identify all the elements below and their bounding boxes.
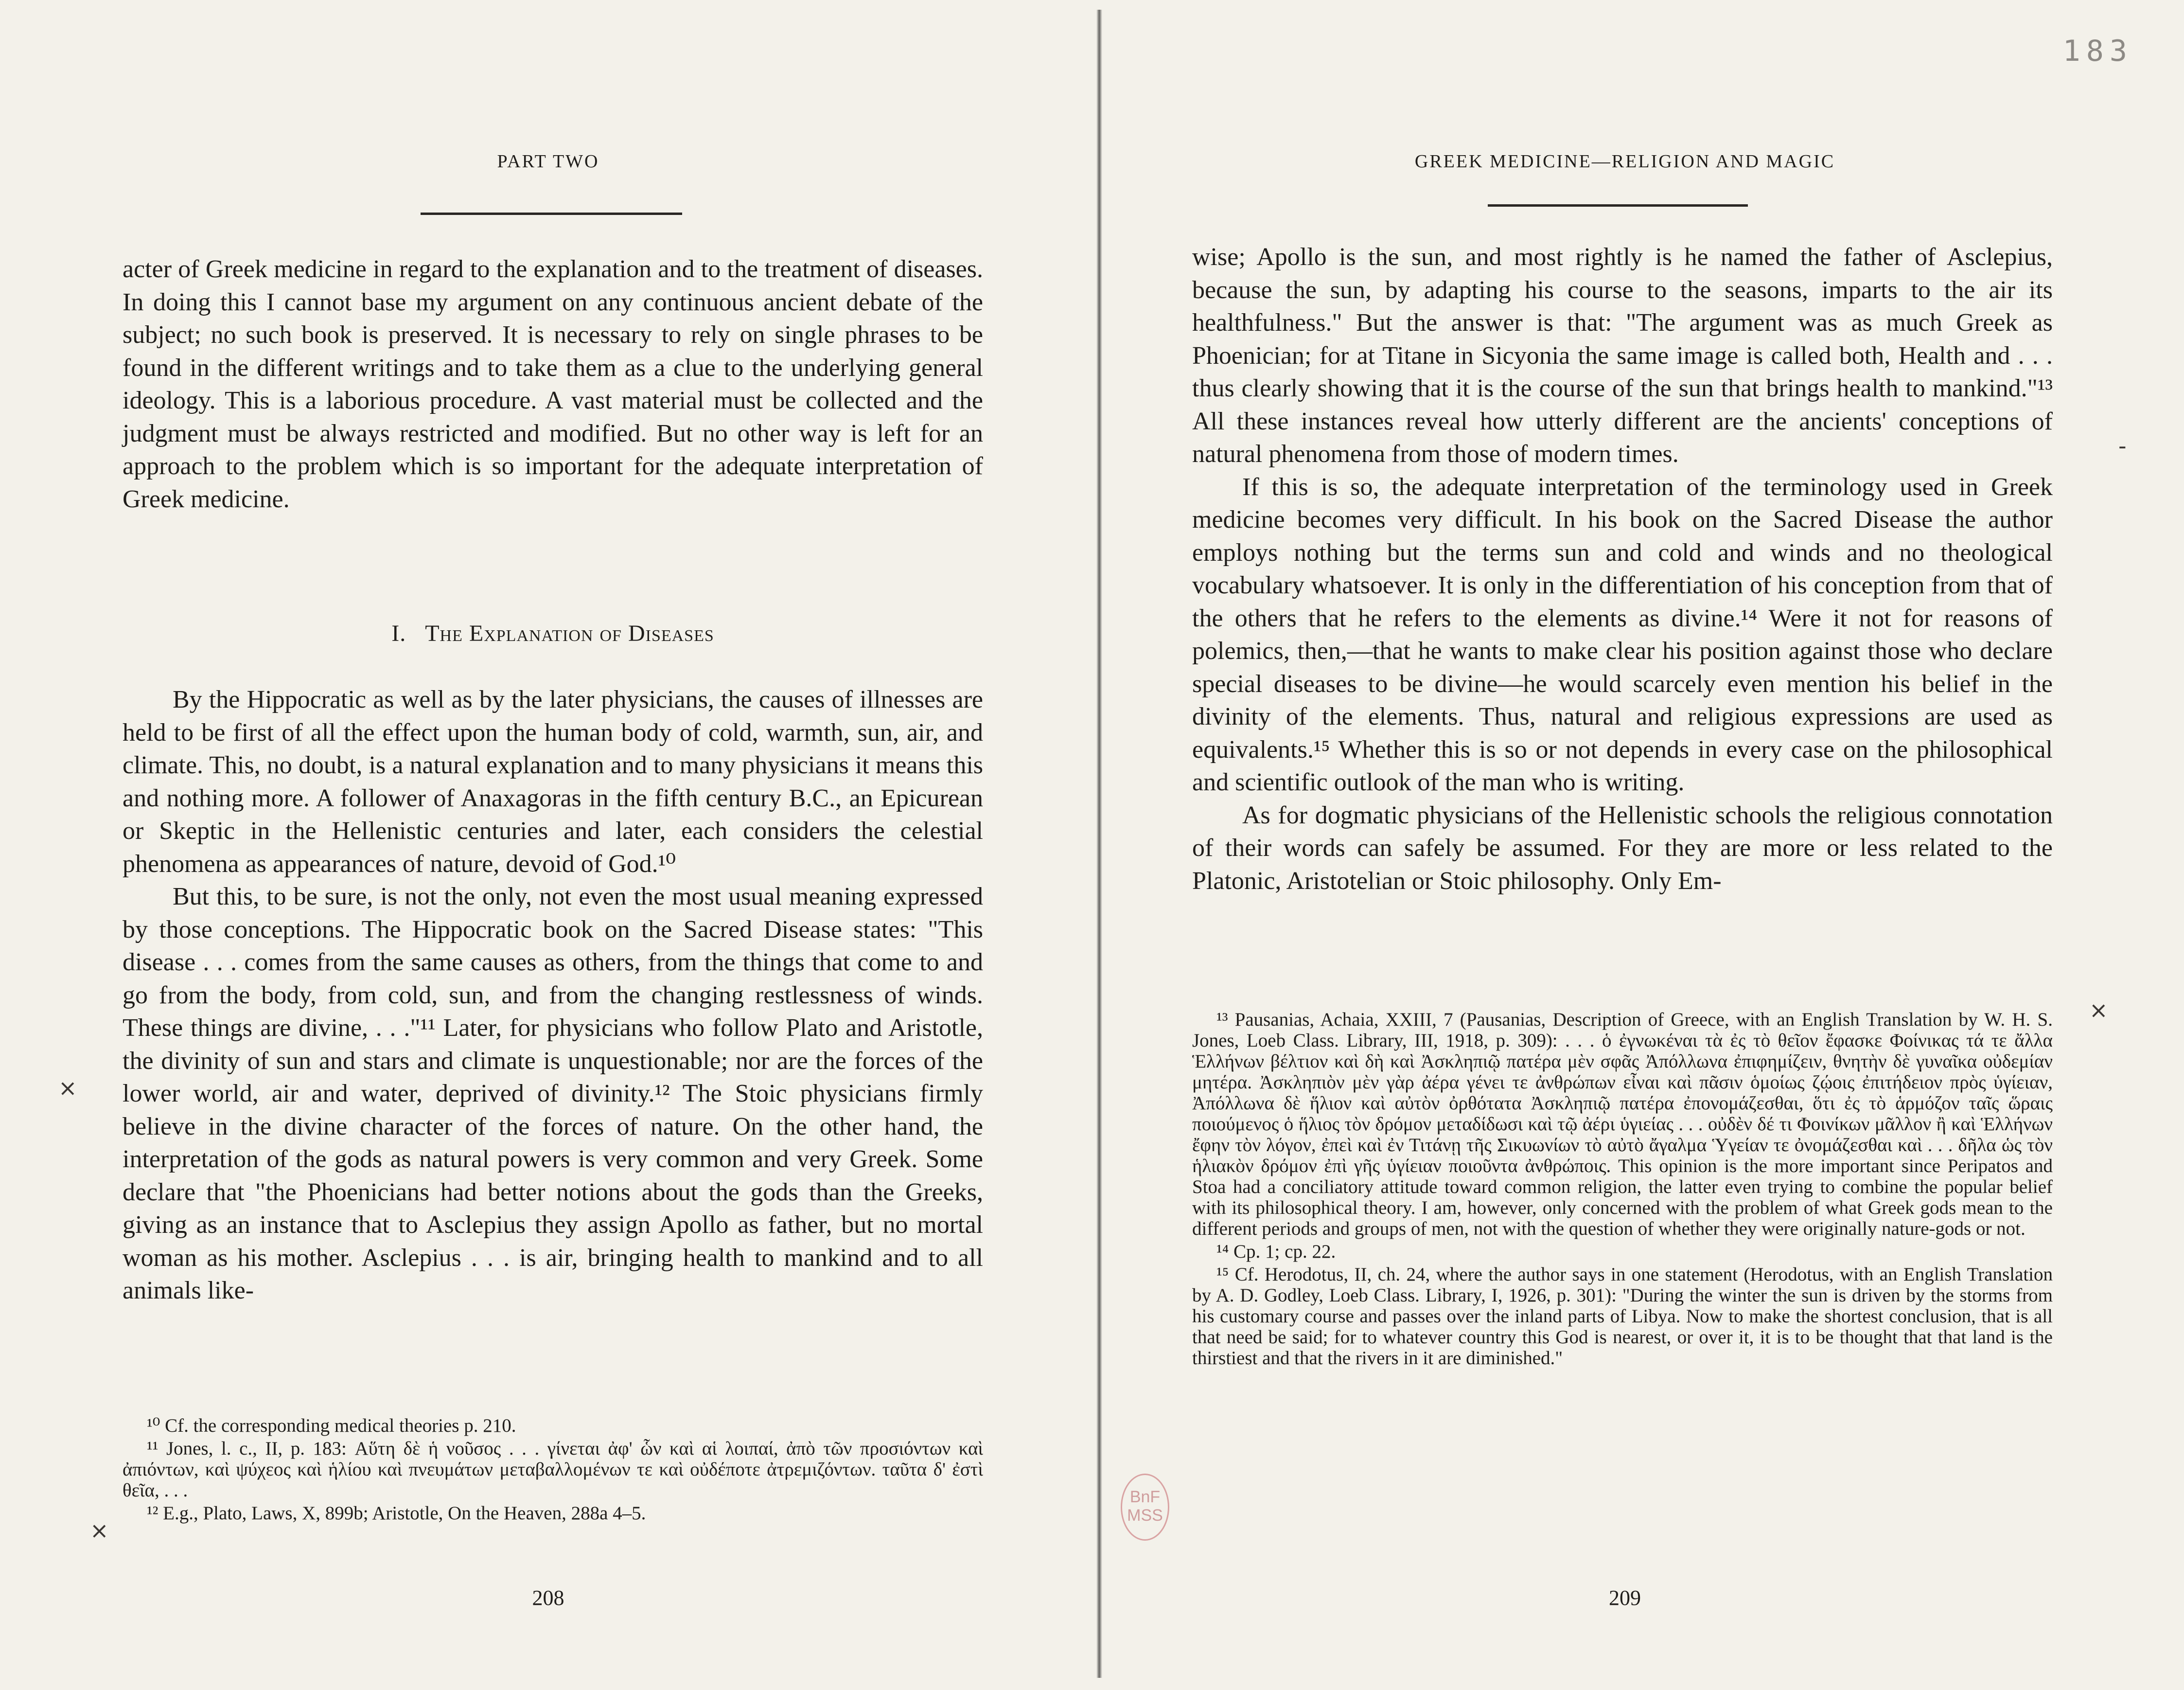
right-body [1192,241,2053,897]
margin-mark: × [58,1075,77,1101]
running-head-left: PART TWO [497,151,599,172]
left-section-body [123,683,983,1307]
section-title: The Explanation of Diseases [425,621,714,646]
paragraph: acter of Greek medicine in regard to the explanation and to the treatment of diseases. In doing this I cannot base my argument on any continuous ancient debate of the subject; no such book is preserved. It is necessary to rely on single phrases to be found in the different writings and to take them as a clue to the underlying general ideology. This is a laborious procedure. A vast material must be collected and the judgment must be always restricted and modified. But no other way is left for an approach to the problem which is so important for the adequate interpretation of Greek medicine. [123,255,983,513]
footnote: ¹¹ Jones, l. c., II, p. 183: Αὕτη δὲ ἡ νοῦσος . . . γίνεται ἀφ' ὧν καὶ αἱ λοιπαί, ἀπὸ τῶν προσιόντων καὶ ἀπιόντων, καὶ ψύχεος καὶ ἡλίου καὶ πνευμάτων μεταβαλλομένων τε καὶ οὐδέποτε ἀτρεμιζόντων. ταῦτα δ' ἐστὶ θεῖα, . . . [123,1438,983,1501]
footnote: ¹⁵ Cf. Herodotus, II, ch. 24, where the author says in one statement (Herodotus, with an English Translation by A. D. Godley, Loeb Class. Library, I, 1926, p. 301): "During the winter the sun is driven by the storms from his customary course and passes over the inland parts of Libya. Now to make the shortest conclusion, that is all that need be said; for to whatever country this God is nearest, or over it, it is to be thought that that land is the thirstiest and that the rivers in it are diminished." [1192,1264,2053,1369]
margin-mark: - [2118,433,2127,459]
head-rule-right [1488,204,1748,207]
book-gutter [1096,10,1102,1678]
left-body [123,253,983,516]
footnote: ¹² E.g., Plato, Laws, X, 899b; Aristotle, On the Heaven, 288a 4–5. [147,1503,646,1524]
paragraph: By the Hippocratic as well as by the later physicians, the causes of illnesses are held to be first of all the effect upon the human body of cold, warmth, sun, air, and climate. This, no doubt, is a natural explanation and to many physicians it means this and nothing more. A follower of Anaxagoras in the fifth century B.C., an Epicurean or Skeptic in the Hellenistic centuries and later, each considers the celestial phenomena as appearances of nature, devoid of God.¹⁰ [123,686,983,878]
paragraph: But this, to be sure, is not the only, not even the most usual meaning expressed by those conceptions. The Hippocratic book on the Sacred Disease states: "This disease . . . comes from the same causes as others, from the things that come to and go from the body, from cold, sun, and from the changing restlessness of winds. These things are divine, . . ."¹¹ Later, for physicians who follow Plato and Aristotle, the divinity of sun and stars and climate is unquestionable; nor are the forces of the lower world, air and water, deprived of divinity.¹² The Stoic physicians firmly believe in the divine character of the forces of nature. On the other hand, the interpretation of the gods as natural powers is very common and very Greek. Some declare that "the Phoenicians had better notions about the gods than the Greeks, giving as an instance that to Asclepius they assign Apollo as father, but no mortal woman as his mother. Asclepius . . . is air, bringing health to mankind and to all animals like- [123,883,983,1304]
section-number: I. [391,621,406,646]
stamp-line: BnF [1129,1488,1161,1506]
stamp-line: MSS [1127,1506,1163,1525]
footnote: ¹⁰ Cf. the corresponding medical theories p. 210. [147,1415,516,1436]
page-number-right: 209 [1609,1586,1641,1610]
paragraph: If this is so, the adequate interpretation of the terminology used in Greek medicine becomes very difficult. In his book on the Sacred Disease the author employs nothing but the terms sun and cold and winds and no theological vocabulary whatsoever. It is only in the differentiation of his conception from that of the others that he refers to the elements as divine.¹⁴ Were it not for reasons of polemics, then,—that he wants to make clear his position against those who declare special diseases to be divine—he would scarcely even mention his belief in the divinity of the elements. Thus, natural and religious expressions are used as equivalents.¹⁵ Whether this is so or not depends in every case on the philosophical and scientific outlook of the man who is writing. [1192,473,2053,796]
library-stamp [1121,1474,1169,1541]
running-head-right: GREEK MEDICINE—RELIGION AND MAGIC [1414,151,1835,172]
page-number-left: 208 [532,1586,564,1610]
right-footnotes [1192,1009,2053,1370]
footnote: ¹⁴ Cp. 1; cp. 22. [1216,1241,1336,1262]
margin-mark: × [90,1517,109,1544]
footnote: ¹³ Pausanias, Achaia, XXIII, 7 (Pausanias, Description of Greece, with an English Translation by W. H. S. Jones, Loeb Class. Library, III, 1918, p. 309): . . . ὁ ἐγνωκέναι τὰ ἐς τὸ θεῖον ἔφασκε Φοίνικας τά τε ἄλλα Ἑλλήνων βέλτιον καὶ δὴ καὶ Ἀσκληπιῷ πατέρα μὲν σφᾶς Ἀπόλλωνα ἐπιφημίζειν, θνητὴν δὲ γυναῖκα οὐδεμίαν μητέρα. Ἀσκληπιὸν μὲν γὰρ ἀέρα γένει τε ἀνθρώπων εἶναι καὶ πᾶσιν ὁμοίως ζῴοις ἐπιτήδειον πρὸς ὑγίειαν, Ἀπόλλωνα δὲ ἥλιον καὶ αὐτὸν ὀρθότατα Ἀσκληπιῷ πατέρα ἐπονομάζεσθαι, ὅτι ἐς τὸ ἁρμόζον ταῖς ὥραις ποιούμενος ὁ ἥλιος τὸν δρόμον μεταδίδωσι καὶ τῷ ἀέρι ὑγιείας . . . οὐδὲν δέ τι Φοινίκων μᾶλλον ἢ καὶ Ἑλλήνων ἔφην τὸν λόγον, ἐπεὶ καὶ ἐν Τιτάνῃ τῆς Σικυωνίων τὸ αὐτὸ ἄγαλμα Ὑγείαν τε ὀνομάζεσθαι καὶ . . . δῆλα ὡς τὸν ἡλιακὸν δρόμον ἐπὶ γῆς ὑγίειαν ποιοῦντα ἀνθρώποις. This opinion is the more important since Peripatos and Stoa had a conciliatory attitude toward common religion, the latter even trying to combine the popular belief with its philosophical theory. I am, however, only concerned with the problem of what Greek gods mean to the different periods and groups of men, not with the question of whether they were originally nature-gods or not. [1192,1009,2053,1239]
paragraph: wise; Apollo is the sun, and most rightly is he named the father of Asclepius, because the sun, by adapting his course to the seasons, imparts to the air its healthfulness." But the answer is that: "The argument was as much Greek as Phoenician; for at Titane in Sicyonia the same image is called both, Health and . . . thus clearly showing that it is the course of the sun that brings health to mankind."¹³ All these instances reveal how utterly different are the ancients' conceptions of natural phenomena from those of modern times. [1192,243,2053,468]
head-rule-left [421,213,682,215]
margin-mark: × [2089,997,2108,1023]
left-footnotes [123,1415,983,1526]
section-heading [123,620,983,647]
library-number: 183 [2062,34,2133,68]
right-page [1102,0,2184,1690]
paragraph: As for dogmatic physicians of the Hellenistic schools the religious connotation of their words can safely be assumed. For they are more or less related to the Platonic, Aristotelian or Stoic philosophy. Only Em- [1192,801,2053,895]
